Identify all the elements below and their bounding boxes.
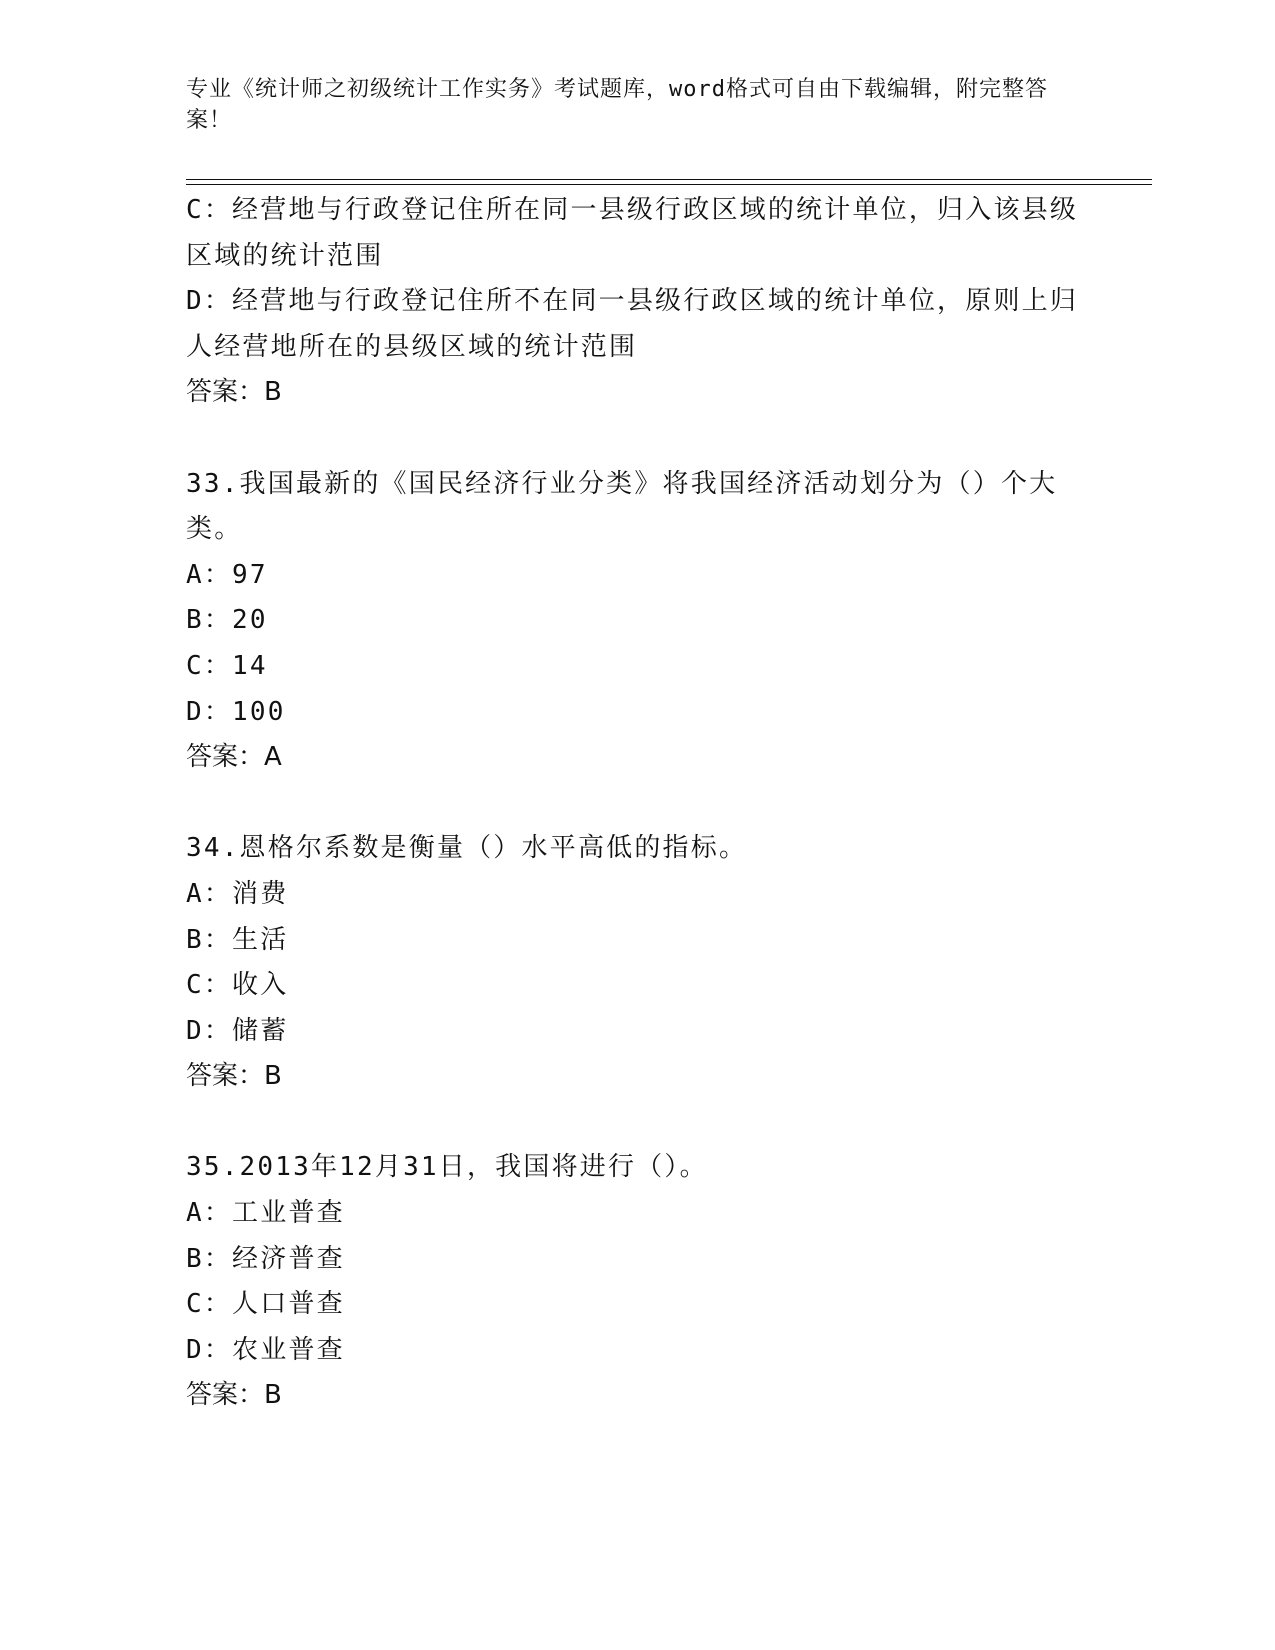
question-stem: 33.我国最新的《国民经济行业分类》将我国经济活动划分为（）个大类。 — [186, 468, 1058, 545]
question-content — [186, 188, 1086, 1419]
question-block-32 — [186, 188, 1086, 416]
option-c: C：人口普查 — [186, 1289, 345, 1320]
spacer — [186, 416, 1086, 462]
question-stem: 35.2013年12月31日，我国将进行（）。 — [186, 1152, 708, 1183]
option-d: D：经营地与行政登记住所不在同一县级行政区域的统计单位，原则上归人经营地所在的县级区域的统计范围 — [186, 286, 1079, 362]
spacer — [186, 1100, 1086, 1146]
question-block-33 — [186, 462, 1086, 781]
question-stem: 34.恩格尔系数是衡量（）水平高低的指标。 — [186, 833, 748, 864]
answer-line: 答案：B — [186, 1061, 282, 1092]
header-divider-top — [186, 179, 1152, 180]
option-c: C：经营地与行政登记住所在同一县级行政区域的统计单位，归入该县级区域的统计范围 — [186, 195, 1079, 271]
answer-line: 答案：B — [186, 377, 282, 408]
spacer — [186, 781, 1086, 827]
header-divider-bottom — [186, 184, 1152, 185]
header-text: 专业《统计师之初级统计工作实务》考试题库，word格式可自由下载编辑，附完整答案！ — [186, 77, 1048, 133]
option-c: C：收入 — [186, 970, 289, 1001]
document-header — [186, 74, 1066, 136]
option-b: B：经济普查 — [186, 1243, 345, 1274]
option-b: B：20 — [186, 605, 268, 636]
option-d: D：储蓄 — [186, 1015, 289, 1046]
option-c: C：14 — [186, 650, 268, 681]
option-d: D：农业普查 — [186, 1334, 345, 1365]
option-a: A：消费 — [186, 878, 289, 909]
option-b: B：生活 — [186, 924, 289, 955]
answer-line: 答案：B — [186, 1380, 282, 1411]
question-block-34 — [186, 826, 1086, 1100]
option-d: D：100 — [186, 696, 286, 727]
option-a: A：97 — [186, 559, 268, 590]
question-block-35 — [186, 1145, 1086, 1419]
answer-line: 答案：A — [186, 742, 282, 773]
option-a: A：工业普查 — [186, 1198, 345, 1229]
